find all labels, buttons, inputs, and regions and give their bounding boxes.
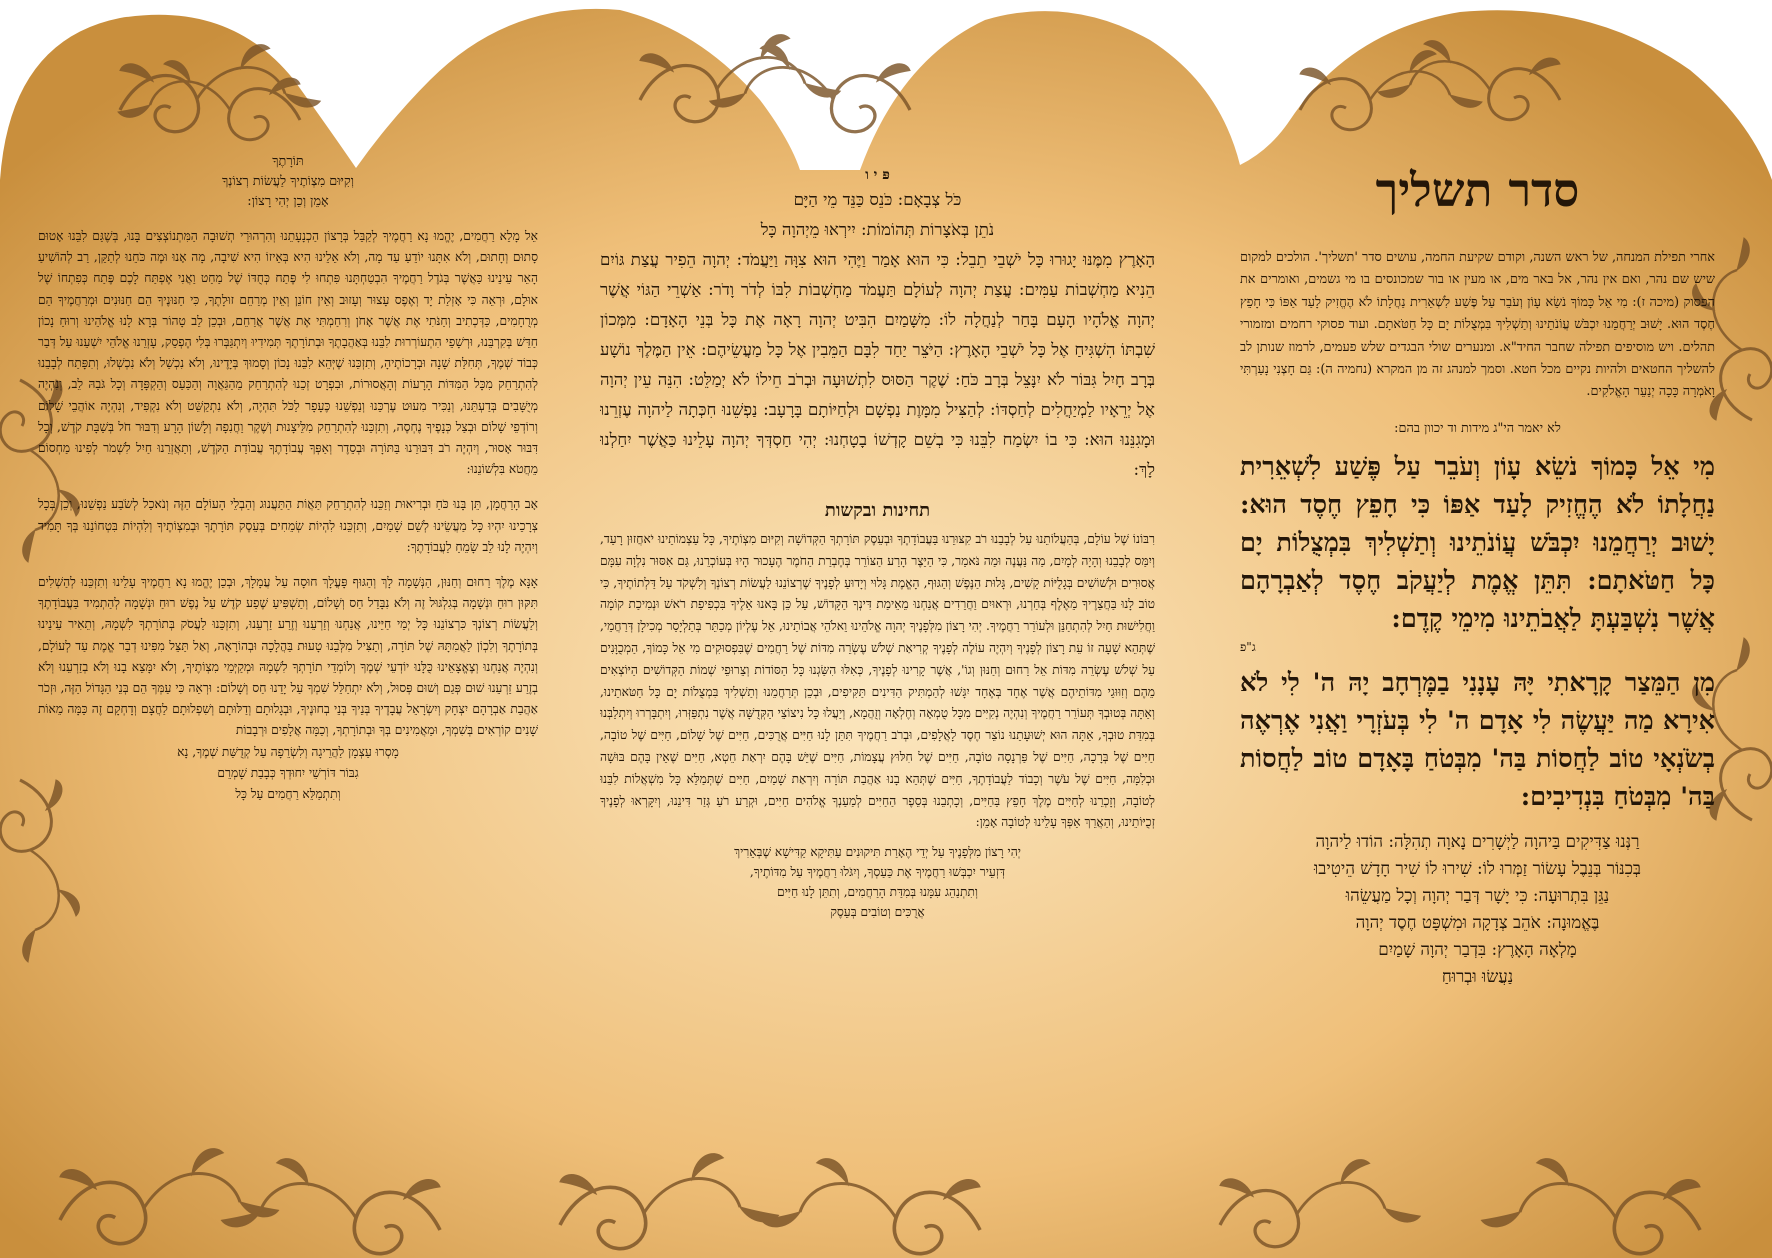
prayer-body: רִבּוֹנוֹ שֶׁל עוֹלָם, בְּהַעֲלוֹתֵנוּ עַל לְבָבֵנוּ רֹב קִצּוּרֵנוּ בַּעֲבוֹדָתֶךָ וּבְעֵסֶק תּוֹרָתְךָ הַקְּדוֹשָׁה וְקִיּוּם מִצְוֹתֶיךָ, כָּל עַצְמוֹתֵינוּ יֹאחֲזוּן רָעַד, וְיִמַּס לְבָבֵנוּ וְהָיָה לְמָיִם, מַה נַּעֲנֶה וּמַה נֹּאמַר, כִּי הַיֵּצֶר הָרַע הַצּוֹרֵר בְּחֶבְרַת הַחֹמֶר הֶעָכוּר הָיוּ בְּעוֹכְרֵנוּ, גַּם אִסּוּר נִלְוָה עִמָּם אֲסוּרִים וּלְשׁוֹשִׁים בְּגָלֻיּוֹת קָשִׁים, גָּלוּת הַנֶּפֶשׁ וְהַגּוּף, הָאֱמֶת גָּלוּי וְיָדוּעַ לְפָנֶיךָ שֶׁרְצוֹנֵנוּ לַעֲשׂוֹת רְצוֹנְךָ וְלִשְׁקֹד עַל דַּלְתוֹתֶיךָ, כִּי טוֹב לָנוּ בַּחֲצֵרֶיךָ מֵאֶלֶף בְּחַרְנוּ, וּרְאוּיִם וַחֲרֵדִים אֲנַחְנוּ מֵאֵימַת דִּינְךָ הַקָּדוֹשׁ, עַל כֵּן בָּאנוּ אֵלֶיךָ בִּכְפִיפַת רֹאשׁ וּנְמִיכַת קוֹמָה וַחֲלִישׁוּת חַיִל לְהִתְחַנֵּן וּלְעוֹרֵר רַחֲמֶיךָ. יְהִי רָצוֹן מִלְּפָנֶיךָ יְהוָה אֱלֹהֵינוּ וֵאלֹהֵי אֲבוֹתֵינוּ, אֵל עֶלְיוֹן מְכַתֵּר בְּתַלְיָסַר מְכִילָן דְּרַחֲמֵי, שֶׁתְּהֵא שָׁעָה זוֹ עֵת רָצוֹן לְפָנֶיךָ וְיִהְיֶה עוֹלֶה לְפָנֶיךָ קְרִיאַת שְׁלֹשׁ עֶשְׂרֵה מִדּוֹת שֶׁל רַחֲמִים שֶׁבִּפְסוּקִים מִי אֵל כָּמוֹךָ, הַמְכֻוָּנִים עַל שְׁלֹשׁ עֶשְׂרֵה מִדּוֹת אֵל רַחוּם וְחַנּוּן וְגוֹ', אֲשֶׁר קָרִינוּ לְפָנֶיךָ, כְּאִלּוּ הִשַּׂגְנוּ כָּל הַסּוֹדוֹת וְצֵרוּפֵי שְׁמוֹת הַקְּדוֹשִׁים הַיּוֹצְאִים מֵהֶם וְזִוּוּגֵי מִדּוֹתֵיהֶם אֲשֶׁר אֶחָד בְּאֶחָד יִגָּשׁוּ לְהַמְתִּיק הַדִּינִים תַּקִּיפִים, וּבְכֵן תְּרַחֲמֵנוּ וְתַשְׁלִיךְ בִּמְצֻלוֹת יָם כָּל חַטֹּאתֵינוּ, וְאַתָּה בְּטוּבְךָ תְּעוֹרֵר רַחֲמֶיךָ וְנִהְיֶה נְקִיִּים מִכָּל טֻמְאָה וְחֶלְאָה וְזֻהֲמָא, וְיַעֲלוּ כָּל נִיצוֹצֵי הַקְּדֻשָּׁה אֲשֶׁר נִתְפַּזְּרוּ, וְיִתְבָּרְרוּ וְיִתְלַבְּנוּ בְּמִדַּת טוּבְךָ, אַתָּה הוּא יְשׁוּעָתֵנוּ נוֹצֵר חֶסֶד לָאֲלָפִים, וּבְרֹב רַחֲמֶיךָ תִּתֵּן לָנוּ חַיִּים אֲרֻכִּים, חַיִּים שֶׁל שָׁלוֹם, חַיִּים שֶׁל טוֹבָה, חַיִּים שֶׁל בְּרָכָה, חַיִּים שֶׁל פַּרְנָסָה טוֹבָה, חַיִּים שֶׁל חִלּוּץ עֲצָמוֹת, חַיִּים שֶׁיֵּשׁ בָּהֶם יִרְאַת חֵטְא, חַיִּים שֶׁאֵין בָּהֶם בּוּשָׁה וּכְלִמָּה, חַיִּים שֶׁל עֹשֶׁר וְכָבוֹד לַעֲבוֹדָתֶךָ, חַיִּים שֶׁתְּהֵא בָנוּ אַהֲבַת תּוֹרָה וְיִרְאַת שָׁמַיִם, חַיִּים שֶׁתְּמַלֵּא כָּל מִשְׁאֲלוֹת לִבֵּנוּ לְטוֹבָה, וְזָכְרֵנוּ לְחַיִּים מֶלֶךְ חָפֵץ בַּחַיִּים, וְכָתְבֵנוּ בְּסֵפֶר הַחַיִּים לְמַעַנְךָ אֱלֹהִים חַיִּים, וּקְרַע רֹעַ גְּזַר דִּינֵנוּ, וְיִקָּרְאוּ לְפָנֶיךָ זְכֻיּוֹתֵינוּ, וְהַאֲרֵךְ אַפְּךָ עָלֵינוּ לְטוֹבָה אָמֵן: bbox=[600, 532, 1155, 830]
bottom-line: גִבּוֹר דּוֹרְשֵׁי יִחוּדְךָ כְּבָבַת שָׁמְרֵם bbox=[217, 765, 359, 780]
psalm-line: רַנְּנוּ צַדִּיקִים בַּיהוָה לַיְשָׁרִים נָאוָה תְהִלָּה: הוֹדוּ לַיהוָה bbox=[1315, 830, 1640, 851]
psalm-line: בֶּאֱמוּנָה: אֹהֵב צְדָקָה וּמִשְׁפָּט חֶסֶד יְהוָה bbox=[1355, 911, 1600, 932]
closing-lines bbox=[600, 842, 1155, 922]
psalm-line: בְּכִנּוֹר בְּנֵבֶל עָשׂוֹר זַמְּרוּ לוֹ: שִׁירוּ לוֹ שִׁיר חָדָשׁ הֵיטִיבוּ bbox=[1314, 857, 1641, 878]
psalm-line: נַגֵּן בִּתְרוּעָה: כִּי יָשָׁר דְּבַר יְהוָה וְכָל מַעֲשֵׂהוּ bbox=[1345, 884, 1610, 905]
closing-line: יְהִי רָצוֹן מִלְּפָנֶיךָ עַל יְדֵי הֶאָרַת תִּיקוּנִים עַתִּיקָא קַדִּישָׁא שֶׁבְּאֵרִיךְ bbox=[734, 845, 1021, 860]
closing-line: וְתִתְנַהֵג עִמָּנוּ בְּמִדַּת הָרַחֲמִים, וְתִתֵּן לָנוּ חַיִּים bbox=[776, 885, 978, 900]
psalm-line: כֹּל צְבָאָם: כֹּנֵס כַּנֵּד מֵי הַיָּם bbox=[793, 190, 962, 209]
prayer-paragraph: אָנָּא מֶלֶךְ רַחוּם וְחַנּוּן, הַנְּשָׁמָה לָךְ וְהַגּוּף פָּעֳלָךְ חוּסָה עַל עֲמָלָךְ, וּבְכֵן יֶהֱמוּ נָא רַחֲמֶיךָ עָלֵינוּ וְתִזְכֵּנוּ לְהַשְׁלִים תִּקּוּן רוּחַ וּנְשָׁמָה בְּגִלְגּוּל זֶה וְלֹא נִבָּדֵל חַס וְשָׁלוֹם, וְתַשְׁפִּיעַ שֶׁפַע קֹדֶשׁ עַל נֶפֶשׁ רוּחַ וּנְשָׁמָה לְהַתְמִיד בַּעֲבוֹדָתֶךָ וְלַעֲשׂוֹת רְצוֹנְךָ כִּרְצוֹנֵנוּ כָּל יְמֵי חַיֵּינוּ, אֲנַחְנוּ וְזַרְעֵנוּ וְזֶרַע זַרְעֵנוּ, וְתִזְכֵּנוּ לַעֲסֹק בְּתוֹרָתְךָ לִשְׁמָהּ, וְתֵאִיר עֵינֵינוּ בְּתוֹרָתֶךָ וְלִכְוֹן לַאֲמִתָּהּ שֶׁל תּוֹרָה, וְתַצִּיל מִלְּבֵנוּ טָעוּת בַּהֲלָכָה וּבְהוֹרָאָה, וְאַל תַּצֵּל מִפִּינוּ דְבַר אֱמֶת עַד לְעוֹלָם, וְנִהְיֶה אֲנַחְנוּ וְצֶאֱצָאֵינוּ כֻּלָּנוּ יוֹדְעֵי שְׁמֶךָ וְלוֹמְדֵי תוֹרָתְךָ לִשְׁמָהּ וּמְקַיְּמֵי מִצְוֹתֶיךָ, וְלֹא יִמָּצֵא בָנוּ וְלֹא בְזַרְעֵנוּ וְלֹא בְזֶרַע זַרְעֵנוּ שׁוּם פְּגַם וְשׁוּם פְּסוּל, וְלֹא יִתְחַלֵּל שִׁמְךָ עַל יָדֵנוּ חַס וְשָׁלוֹם: וּרְאֵה כִּי עַמְּךָ הֵם בְּנֵי הַגָּדוֹל הַזֶּה, וּזְכֹר אַהֲבַת אַבְרָהָם יִצְחָק וְיִשְׂרָאֵל עֲבָדֶיךָ בְּנֵיךָ בְּנֵי בְחוּנֶיךָ, וּבְגָלוּתָם וְדַלּוּתָם וְשִׁפְלוּתָם לַחֲצָם וְדָחְקָם זֶה כַּמָּה מֵאוֹת שָׁנִים קוֹרְאִים בְּשִׁמְךָ, וּמַאֲמִינִים בְּךָ וּבְתוֹרָתְךָ, וְכַמָּה אֲלָפִים וּרְבָבוֹת bbox=[38, 575, 538, 738]
top-line: וְקִיּוּם מִצְוֹתֶיךָ לַעֲשׂוֹת רְצוֹנְךָ bbox=[221, 174, 355, 189]
psalm-line: נֹתֵן בְּאֹצָרוֹת תְּהוֹמוֹת: יִירְאוּ מֵיְהוָה כָּל bbox=[760, 220, 995, 239]
panel-header: פּ י ו bbox=[865, 167, 890, 183]
bottom-line: מָסְרוּ עַצְמָן לַהֲרֵיגָה וְלִשְׂרֵפָה עַל קְדֻשַּׁת שְׁמֶךָ, נָא bbox=[177, 744, 399, 759]
closing-line: אֲרֻכִּים וְטוֹבִים בְּעֵסֶק bbox=[830, 905, 925, 920]
psalm-body: הָאָרֶץ מִמֶּנּוּ יָגוּרוּ כָּל יֹשְׁבֵי תֵבֵל: כִּי הוּא אָמַר וַיֶּהִי הוּא צִוָּה וַיַּעֲמֹד: יְהוָה הֵפִיר עֲצַת גּוֹיִם הֵנִיא מַחְשְׁבוֹת עַמִּים: עֲצַת יְהוָה לְעוֹלָם תַּעֲמֹד מַחְשְׁבוֹת לִבּוֹ לְדֹר וָדֹר: אַשְׁרֵי הַגּוֹי אֲשֶׁר יְהוָה אֱלֹהָיו הָעָם בָּחַר לְנַחֲלָה לוֹ: מִשָּׁמַיִם הִבִּיט יְהוָה רָאָה אֶת כָּל בְּנֵי הָאָדָם: מִמְּכוֹן שִׁבְתּוֹ הִשְׁגִּיחַ אֶל כָּל יֹשְׁבֵי הָאָרֶץ: הַיֹּצֵר יַחַד לִבָּם הַמֵּבִין אֶל כָּל מַעֲשֵׂיהֶם: אֵין הַמֶּלֶךְ נוֹשָׁע בְּרָב חָיִל גִּבּוֹר לֹא יִנָּצֵל בְּרָב כֹּחַ: שֶׁקֶר הַסּוּס לִתְשׁוּעָה וּבְרֹב חֵילוֹ לֹא יְמַלֵּט: הִנֵּה עֵין יְהוָה אֶל יְרֵאָיו לַמְיַחֲלִים לְחַסְדּוֹ: לְהַצִּיל מִמָּוֶת נַפְשָׁם וּלְחַיּוֹתָם בָּרָעָב: נַפְשֵׁנוּ חִכְּתָה לַיהוָה עֶזְרֵנוּ וּמָגִנֵּנוּ הוּא: כִּי בוֹ יִשְׂמַח לִבֵּנוּ כִּי בְשֵׁם קָדְשׁוֹ בָטָחְנוּ: יְהִי חַסְדְּךָ יְהוָה עָלֵינוּ כַּאֲשֶׁר יִחַלְנוּ לָךְ: bbox=[600, 250, 1155, 479]
bottom-line: וְתִתְמַלֵּא רַחֲמִים עַל כָּל bbox=[235, 786, 341, 801]
section-title: תחינות ובקשות bbox=[824, 500, 931, 521]
top-line: תּוֹרָתֶךָ bbox=[272, 154, 304, 169]
intro-text: אחרי תפילת המנחה, של ראש השנה, וקודם שקיעת החמה, עושים סדר 'תשליך'. הולכים למקום שיש שם נהר, ואם אין נהר, אל באר מים, או מעין או בור שמכונסים בו מי גשמים, ואומרים את הפסוק (מיכה ז): מִי אֵל כָּמוֹךָ נֹשֵׂא עָוֹן וְעֹבֵר עַל פֶּשַׁע לִשְׁאֵרִית נַחֲלָתוֹ לֹא הֶחֱזִיק לָעַד אַפּוֹ כִּי חָפֵץ חֶסֶד הוּא. יָשׁוּב יְרַחֲמֵנוּ יִכְבֹּשׁ עֲוֹנֹתֵינוּ וְתַשְׁלִיךְ בִּמְצֻלוֹת יָם כָּל חַטֹּאתָם. ועוד פסוקי רחמים ומזמורי תהלים. ויש מוסיפים תפילה שחבר החיד"א. ומנערים שולי הבגדים שלש פעמים, לרמוז שנותן לב להשליך החטאים ולהיות נקיים מכל חטא. וסמך למנהג זה מן המקרא (נחמיה ה): גַּם חָצְנִי נָעַרְתִּי וָאֹמְרָה כָּכָה יְנַעֵר הָאֱלֹקִים. bbox=[1240, 250, 1715, 400]
micah-verse: מִי אֵל כָּמוֹךָ נֹשֵׂא עָוֹן וְעֹבֵר עַל פֶּשַׁע לִשְׁאֵרִית נַחֲלָתוֹ לֹא הֶחֱזִיק לָעַד אַפּוֹ כִּי חָפֵץ חֶסֶד הוּא: יָשׁוּב יְרַחֲמֵנוּ יִכְבֹּשׁ עֲוֹנֹתֵינוּ וְתַשְׁלִיךְ בִּמְצֻלוֹת יָם כָּל חַטֹּאתָם: תִּתֵּן אֱמֶת לְיַעֲקֹב חֶסֶד לְאַבְרָהָם אֲשֶׁר נִשְׁבַּעְתָּ לַאֲבֹתֵינוּ מִימֵי קֶדֶם: bbox=[1240, 451, 1715, 634]
instruction-line: לא יאמר הי"ג מידות וד יכוון בהם: bbox=[1394, 420, 1561, 436]
middle-panel bbox=[600, 165, 1155, 1115]
psalm-33-lines bbox=[1240, 828, 1715, 990]
min-hametzar-verse: מִן הַמֵּצַר קָרָאתִי יָּהּ עָנָנִי בַמֶּרְחָב יָהּ ה' לִי לֹא אִירָא מַה יַּעֲשֶׂה לִי אָדָם ה' לִי בְּעֹזְרָי וַאֲנִי אֶרְאֶה בְשֹׂנְאָי טוֹב לַחֲסוֹת בַּה' מִבְּטֹחַ בָּאָדָם טוֹב לַחֲסוֹת בַּה' מִבְּטֹחַ בִּנְדִיבִים: bbox=[1240, 667, 1715, 812]
prayer-paragraph: אָב הָרַחֲמָן, תֵּן בָּנוּ כֹּחַ וּבְרִיאוּת וְזַכֵּנוּ לְהִתְרַחֵק תַּאֲוֹת הַתַּעֲנוּג וְהַבְלֵי הָעוֹלָם הַזֶּה וְנֹאכַל לְשֹׂבַע נַפְשֵׁנוּ, וְכֵן בְּכָל צְרָכֵינוּ יִהְיוּ כָּל מַעֲשֵׂינוּ לְשֵׁם שָׁמַיִם, וְתִזְכֵּנוּ לִהְיוֹת שְׂמֵחִים בְּעֵסֶק תּוֹרָתֶךָ וּבְמִצְוֹתֶיךָ וְלִהְיוֹת בִּטְחוֹנֵנוּ בְּךָ תָּמִיד וְיִהְיֶה לָנוּ לֵב שָׂמֵחַ לַעֲבוֹדָתֶךָ: bbox=[38, 497, 538, 554]
psalm-line: נַעֲשׂוּ וּבְרוּחַ bbox=[1441, 965, 1514, 986]
left-panel bbox=[38, 152, 538, 1112]
closing-line: דְּזְעֵיר יִכְבְּשׁוּ רַחֲמֶיךָ אֶת כַּעַסְךָ, וְיִגֹּלוּ רַחֲמֶיךָ עַל מִדּוֹתֶיךָ, bbox=[749, 865, 1006, 880]
right-panel bbox=[1240, 155, 1715, 1235]
top-line: אָמֵן וְכֵן יְהִי רָצוֹן: bbox=[247, 194, 329, 209]
psalm-line: מָלְאָה הָאָרֶץ: בִּדְבַר יְהוָה שָׁמַיִם bbox=[1378, 938, 1577, 959]
repeat-mark: ג"פ bbox=[1240, 639, 1256, 654]
page-title: סדר תשליך bbox=[1375, 163, 1580, 217]
prayer-paragraph: אֵל מָלֵא רַחֲמִים, יֶהֱמוּ נָא רַחֲמֶיךָ לְקַבֵּל בְּרָצוֹן הַכְנָעָתֵנוּ וְהִרְהוּרֵי תְשׁוּבָה הַמִּתְנוֹצְצִים בָּנוּ, בְּשֶׁגַּם לִבֵּנוּ אָטוּם סָתוּם וְחָתוּם, וְלֹא אִתָּנוּ יוֹדֵעַ עַד מָה, וְלֹא אֵלֵינוּ הִיא בְּאֵיזוֹ הִיא שִׁיבָה, מָה אָנוּ וּמֶה כֹּחֵנוּ לְתַקֵּן, רַב לְהוֹשִׁיעַ הָאֵר עֵינֵינוּ כַּאֲשֶׁר בְּגֹדֶל רַחֲמֶיךָ הִבְטַחְתָּנוּ פִּתְחוּ לִי פֶּתַח כְּחֻדּוֹ שֶׁל מַחַט וַאֲנִי אֶפְתַּח לָכֶם פֶּתַח כְּפִתְחוֹ שֶׁל אוּלָם, וּרְאֵה כִּי אָזְלַת יָד וְאֶפֶס עָצוּר וְעָזוּב וְאֵין חוֹנֵן וְאֵין מְרַחֵם זוּלָתֶךָ, כִּי חַנּוּנֶיךָ הֵם חַנּוּנִים וּמְרַחֲמֶיךָ הֵם מְרֻחָמִים, כַּדְּכְתִיב וְחַנֹּתִי אֶת אֲשֶׁר אָחֹן וְרִחַמְתִּי אֶת אֲשֶׁר אֲרַחֵם, וּבְכֵן לֵב טָהוֹר בְּרָא לָנוּ אֱלֹהֵינוּ וְרוּחַ נָכוֹן חַדֵּשׁ בְּקִרְבֵּנוּ, וּרְשָׁפֵי הִתְעוֹרְרוּת לִבֵּנוּ בְּאַהֲבָתֶךָ וּבְתוֹרָתֶךָ תְּמִידִיוּ וְיִתְגַּבְּרוּ בְּלִי הֶפְסֵק, עָזְרֵנוּ אֱלֹהֵי יִשְׁעֵנוּ עַל דְּבַר כְּבוֹד שְׁמֶךָ, תְּחִלַּת שָׁנָה וּבְרָכוֹתֶיהָ, וְתִזְכֵּנוּ שֶׁיְּהֵא לִבֵּנוּ נָכוֹן וְסָמוּךְ בְּיָדֶינוּ, וְלֹא נִכְשַׁל וְלֹא נִכְשְׁלוּ, וְתִפָּתַח לְבָבֵנוּ לְהִתְרַחֵק מִכָּל הַמִּדּוֹת הָרָעוֹת וְהָאֲסוּרוֹת, וּבִפְרָט זְכֵנוּ לְהִתְרַחֵק מֵהַגַּאֲוָה וְהַכַּעַס וְהַקְפָּדָה וְכָל גֹּבַהּ לֵב, וְנִהְיֶה מְיֻשָּׁבִים בְּדַעְתֵּנוּ, וְנַכִּיר מִעוּט עֶרְכֵּנוּ וְנַפְשֵׁנוּ כֶּעָפָר לַכֹּל תִּהְיֶה, וְלֹא נִתְקַשֵּׁט וְלֹא נִקְפִּיד, וְנִהְיֶה אוֹהֲבֵי שָׁלוֹם וְרוֹדְפֵי שָׁלוֹם וּבְצַל כְּנָפֶיךָ נֶחְסֶה, וְתִזְכֵּנוּ לְהִתְרַחֵק מִלֵּיצָנוּת וְשֶׁקֶר וַחֲנִפָה וְלָשׁוֹן הָרָע וְדִבּוּר חֹל בְּשַׁבָּת קֹדֶשׁ, וְכָל דִּבּוּר אָסוּר, וְיִהְיֶה רֹב דִּבּוּרֵנוּ בַּתּוֹרָה וּבְסֵדֶר וְאַפְּךָ עֲבוֹדָתֶךָ עֲבוֹדַת הַקֹּדֶשׁ, וְתַאֲזְרֵנוּ חַיִל לִשְׁמֹר לְפִינוּ מַחְסוֹם מֵחֲטֹא בִּלְשׁוֹנֵנוּ: bbox=[38, 229, 538, 477]
bottom-lines bbox=[38, 742, 538, 805]
